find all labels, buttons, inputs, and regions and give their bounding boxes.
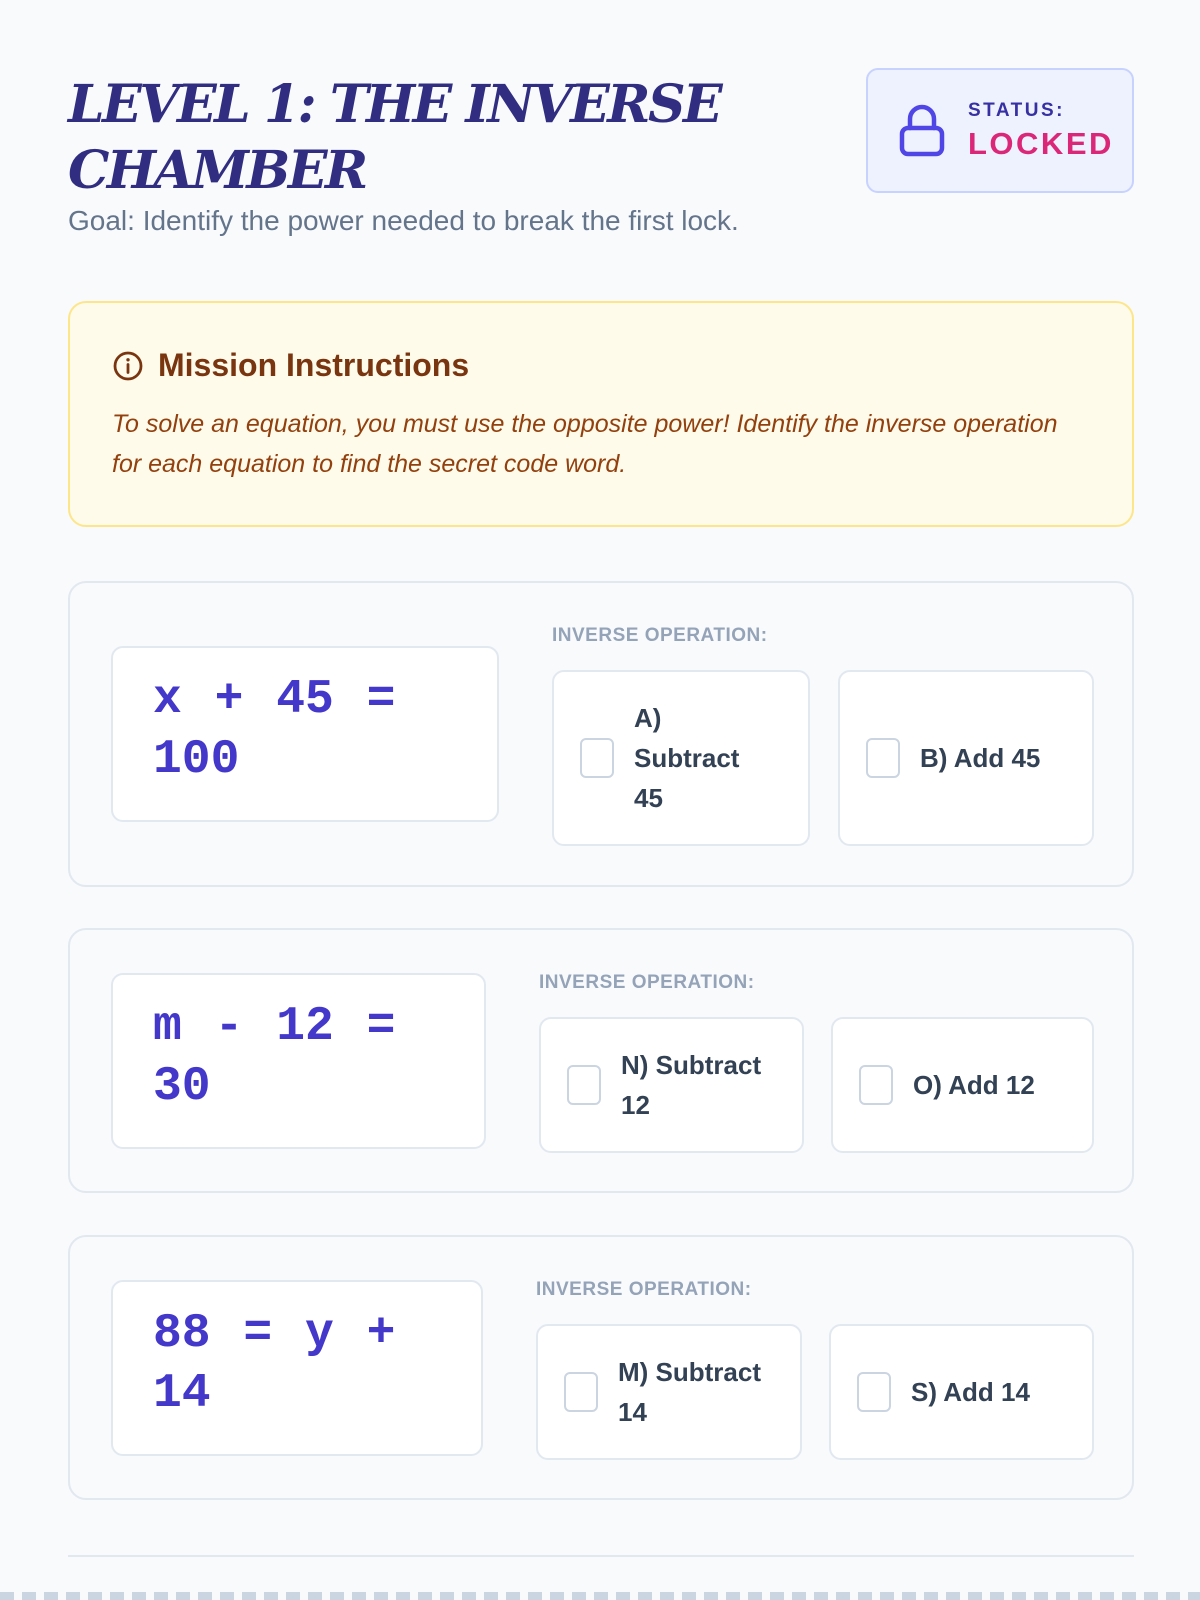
checkbox[interactable] (866, 738, 900, 778)
equation-box (111, 1280, 483, 1456)
checkbox[interactable] (580, 738, 614, 778)
inverse-operation-label: INVERSE OPERATION: (552, 625, 768, 646)
page-title: LEVEL 1: THE INVERSE CHAMBER (68, 74, 721, 201)
option-label: M) Subtract 14 (618, 1357, 761, 1427)
option-n-subtract-12[interactable] (539, 1017, 804, 1153)
equation-card-1 (68, 581, 1134, 887)
inverse-operation-label: INVERSE OPERATION: (536, 1279, 752, 1300)
header (68, 0, 1134, 280)
option-b-add-45[interactable] (838, 670, 1094, 846)
status-label: STATUS: (968, 99, 1066, 121)
instructions-header (112, 347, 1090, 384)
checkbox[interactable] (857, 1372, 891, 1412)
dashed-bottom-border (0, 1592, 1200, 1600)
status-text (968, 100, 1114, 162)
equation-card-2 (68, 928, 1134, 1193)
instructions-body: To solve an equation, you must use the opposite power! Identify the inverse operation for each equation to find the secret code word. (112, 410, 1058, 478)
lock-icon (898, 104, 946, 158)
option-o-add-12[interactable] (831, 1017, 1094, 1153)
option-label: N) Subtract 12 (621, 1050, 762, 1120)
footer-divider (68, 1555, 1134, 1557)
page (68, 0, 1134, 1427)
status-card (866, 68, 1134, 193)
option-label: B) Add 45 (920, 743, 1041, 773)
equation-box (111, 646, 499, 822)
mission-instructions (68, 301, 1134, 527)
option-label: S) Add 14 (911, 1377, 1030, 1407)
goal-text: Goal: Identify the power needed to break the first lock. (68, 205, 739, 236)
status-value: LOCKED (968, 125, 1114, 161)
equation-text: 88 = y + 14 (153, 1307, 396, 1421)
option-label: O) Add 12 (913, 1070, 1035, 1100)
info-icon (112, 350, 144, 382)
option-s-add-14[interactable] (829, 1324, 1094, 1460)
inverse-operation-label: INVERSE OPERATION: (539, 972, 755, 993)
equation-box (111, 973, 486, 1149)
option-label: A) Subtract 45 (634, 703, 740, 813)
equation-card-3 (68, 1235, 1134, 1500)
checkbox[interactable] (859, 1065, 893, 1105)
instructions-title: Mission Instructions (158, 347, 470, 383)
option-m-subtract-14[interactable] (536, 1324, 802, 1460)
equation-text: m - 12 = 30 (153, 1000, 396, 1114)
equation-text: x + 45 = 100 (153, 673, 396, 787)
checkbox[interactable] (567, 1065, 601, 1105)
checkbox[interactable] (564, 1372, 598, 1412)
option-a-subtract-45[interactable] (552, 670, 810, 846)
